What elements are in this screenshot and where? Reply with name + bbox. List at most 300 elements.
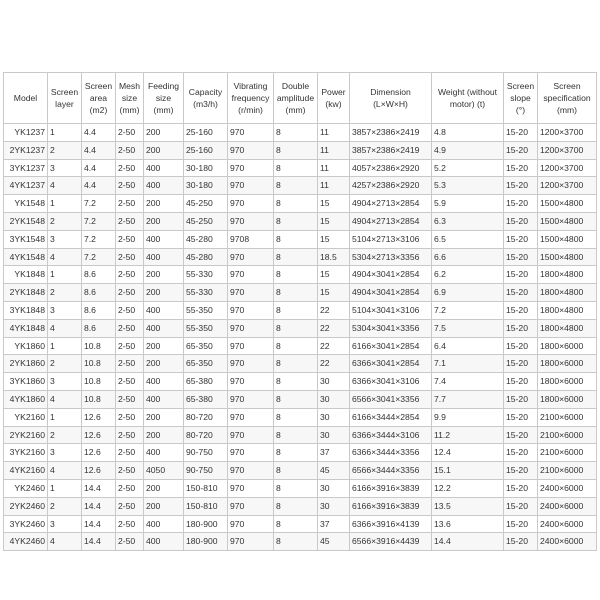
table-cell: 970 — [228, 355, 274, 373]
table-row — [4, 462, 597, 480]
table-cell: 25-160 — [184, 124, 228, 142]
spec-table — [3, 72, 597, 551]
table-row — [4, 390, 597, 408]
table-cell: 8 — [274, 533, 318, 551]
table-cell: 4904×2713×2854 — [350, 195, 432, 213]
table-cell: 6366×3444×3356 — [350, 444, 432, 462]
table-row — [4, 230, 597, 248]
model-cell: 3YK1848 — [4, 301, 48, 319]
table-cell: 12.6 — [82, 408, 116, 426]
table-cell: 12.4 — [432, 444, 504, 462]
table-cell: 15-20 — [504, 141, 538, 159]
table-cell: 65-350 — [184, 337, 228, 355]
model-cell: YK1848 — [4, 266, 48, 284]
table-cell: 970 — [228, 444, 274, 462]
table-cell: 15-20 — [504, 284, 538, 302]
table-cell: 4257×2386×2920 — [350, 177, 432, 195]
table-cell: 6166×3041×2854 — [350, 337, 432, 355]
table-cell: 22 — [318, 319, 350, 337]
table-cell: 8 — [274, 266, 318, 284]
model-cell: 4YK1848 — [4, 319, 48, 337]
table-cell: 9708 — [228, 230, 274, 248]
table-row — [4, 248, 597, 266]
table-cell: 970 — [228, 319, 274, 337]
table-cell: 7.5 — [432, 319, 504, 337]
table-cell: 6566×3041×3356 — [350, 390, 432, 408]
model-cell: 4YK2460 — [4, 533, 48, 551]
table-cell: 1200×3700 — [538, 159, 597, 177]
table-cell: 15-20 — [504, 355, 538, 373]
table-cell: 15-20 — [504, 533, 538, 551]
table-cell: 2-50 — [116, 248, 144, 266]
model-cell: YK1548 — [4, 195, 48, 213]
table-cell: 55-350 — [184, 301, 228, 319]
table-cell: 4 — [48, 390, 82, 408]
table-row — [4, 319, 597, 337]
table-cell: 7.2 — [432, 301, 504, 319]
column-header: Screen layer — [48, 73, 82, 124]
table-cell: 5104×3041×3106 — [350, 301, 432, 319]
table-cell: 12.2 — [432, 479, 504, 497]
table-cell: 15-20 — [504, 373, 538, 391]
table-cell: 11 — [318, 177, 350, 195]
table-cell: 200 — [144, 212, 184, 230]
table-row — [4, 479, 597, 497]
table-cell: 1 — [48, 479, 82, 497]
table-cell: 200 — [144, 479, 184, 497]
table-cell: 13.5 — [432, 497, 504, 515]
table-cell: 8.6 — [82, 284, 116, 302]
table-cell: 6366×3444×3106 — [350, 426, 432, 444]
table-cell: 2100×6000 — [538, 462, 597, 480]
table-cell: 2-50 — [116, 195, 144, 213]
table-cell: 12.6 — [82, 462, 116, 480]
table-cell: 2-50 — [116, 212, 144, 230]
table-cell: 14.4 — [82, 497, 116, 515]
table-cell: 400 — [144, 533, 184, 551]
table-cell: 970 — [228, 195, 274, 213]
table-cell: 150-810 — [184, 497, 228, 515]
table-row — [4, 124, 597, 142]
table-cell: 1800×6000 — [538, 337, 597, 355]
table-cell: 5.2 — [432, 159, 504, 177]
table-cell: 1500×4800 — [538, 195, 597, 213]
table-cell: 14.4 — [82, 515, 116, 533]
table-cell: 2100×6000 — [538, 426, 597, 444]
column-header: Screen slope (°) — [504, 73, 538, 124]
table-row — [4, 355, 597, 373]
table-cell: 6.4 — [432, 337, 504, 355]
table-row — [4, 337, 597, 355]
table-cell: 6566×3444×3356 — [350, 462, 432, 480]
table-cell: 45-250 — [184, 195, 228, 213]
table-cell: 7.2 — [82, 230, 116, 248]
table-row — [4, 284, 597, 302]
column-header: Dimension (L×W×H) — [350, 73, 432, 124]
table-cell: 15 — [318, 266, 350, 284]
model-cell: YK2460 — [4, 479, 48, 497]
model-cell: 2YK2160 — [4, 426, 48, 444]
table-cell: 1 — [48, 337, 82, 355]
table-cell: 400 — [144, 319, 184, 337]
table-cell: 970 — [228, 426, 274, 444]
table-cell: 11.2 — [432, 426, 504, 444]
table-cell: 200 — [144, 195, 184, 213]
model-cell: 4YK2160 — [4, 462, 48, 480]
table-cell: 15-20 — [504, 212, 538, 230]
table-cell: 150-810 — [184, 479, 228, 497]
table-cell: 8 — [274, 390, 318, 408]
table-cell: 1800×6000 — [538, 355, 597, 373]
table-row — [4, 177, 597, 195]
table-cell: 6366×3916×4139 — [350, 515, 432, 533]
table-cell: 400 — [144, 230, 184, 248]
table-cell: 8 — [274, 479, 318, 497]
table-cell: 8 — [274, 195, 318, 213]
table-row — [4, 426, 597, 444]
table-cell: 1800×6000 — [538, 373, 597, 391]
table-cell: 8 — [274, 319, 318, 337]
table-cell: 1200×3700 — [538, 141, 597, 159]
table-cell: 8 — [274, 301, 318, 319]
table-cell: 970 — [228, 390, 274, 408]
table-cell: 3857×2386×2419 — [350, 141, 432, 159]
table-cell: 180-900 — [184, 533, 228, 551]
table-cell: 2-50 — [116, 373, 144, 391]
table-cell: 4057×2386×2920 — [350, 159, 432, 177]
table-cell: 15-20 — [504, 426, 538, 444]
table-cell: 1800×4800 — [538, 301, 597, 319]
table-cell: 4 — [48, 319, 82, 337]
table-cell: 15-20 — [504, 248, 538, 266]
table-cell: 1 — [48, 408, 82, 426]
table-cell: 4 — [48, 177, 82, 195]
table-row — [4, 533, 597, 551]
table-cell: 200 — [144, 337, 184, 355]
table-cell: 2400×6000 — [538, 479, 597, 497]
table-cell: 15-20 — [504, 177, 538, 195]
table-cell: 2-50 — [116, 390, 144, 408]
table-cell: 8 — [274, 141, 318, 159]
table-row — [4, 301, 597, 319]
table-cell: 2 — [48, 212, 82, 230]
table-cell: 1500×4800 — [538, 248, 597, 266]
table-cell: 970 — [228, 212, 274, 230]
table-cell: 10.8 — [82, 337, 116, 355]
table-cell: 970 — [228, 301, 274, 319]
model-cell: 3YK1860 — [4, 373, 48, 391]
table-cell: 7.2 — [82, 212, 116, 230]
table-cell: 6166×3916×3839 — [350, 497, 432, 515]
table-cell: 37 — [318, 444, 350, 462]
table-cell: 6.2 — [432, 266, 504, 284]
table-cell: 4050 — [144, 462, 184, 480]
table-cell: 11 — [318, 124, 350, 142]
table-cell: 8 — [274, 248, 318, 266]
table-cell: 8 — [274, 337, 318, 355]
table-cell: 200 — [144, 408, 184, 426]
table-cell: 2400×6000 — [538, 533, 597, 551]
table-cell: 4 — [48, 462, 82, 480]
table-cell: 13.6 — [432, 515, 504, 533]
table-cell: 30 — [318, 479, 350, 497]
table-cell: 6.6 — [432, 248, 504, 266]
table-cell: 970 — [228, 373, 274, 391]
table-cell: 3857×2386×2419 — [350, 124, 432, 142]
table-cell: 970 — [228, 177, 274, 195]
model-cell: 3YK1548 — [4, 230, 48, 248]
table-cell: 400 — [144, 444, 184, 462]
column-header: Weight (without motor) (t) — [432, 73, 504, 124]
table-cell: 400 — [144, 390, 184, 408]
table-cell: 970 — [228, 284, 274, 302]
table-cell: 15-20 — [504, 159, 538, 177]
table-cell: 30-180 — [184, 159, 228, 177]
table-cell: 970 — [228, 408, 274, 426]
table-cell: 4904×3041×2854 — [350, 266, 432, 284]
table-cell: 5.3 — [432, 177, 504, 195]
table-cell: 15-20 — [504, 408, 538, 426]
table-cell: 6366×3041×2854 — [350, 355, 432, 373]
table-cell: 2-50 — [116, 124, 144, 142]
table-cell: 45 — [318, 533, 350, 551]
table-cell: 45-280 — [184, 248, 228, 266]
table-cell: 2-50 — [116, 408, 144, 426]
table-cell: 15-20 — [504, 319, 538, 337]
model-cell: 4YK1237 — [4, 177, 48, 195]
table-cell: 7.7 — [432, 390, 504, 408]
table-cell: 4.4 — [82, 159, 116, 177]
table-cell: 15-20 — [504, 337, 538, 355]
table-cell: 200 — [144, 497, 184, 515]
table-cell: 2-50 — [116, 533, 144, 551]
table-cell: 80-720 — [184, 408, 228, 426]
table-row — [4, 408, 597, 426]
table-cell: 65-350 — [184, 355, 228, 373]
table-cell: 55-350 — [184, 319, 228, 337]
table-cell: 2-50 — [116, 177, 144, 195]
model-cell: 2YK1860 — [4, 355, 48, 373]
table-cell: 970 — [228, 533, 274, 551]
table-cell: 1800×6000 — [538, 390, 597, 408]
table-cell: 970 — [228, 124, 274, 142]
table-cell: 15-20 — [504, 124, 538, 142]
table-cell: 30 — [318, 390, 350, 408]
table-cell: 15-20 — [504, 195, 538, 213]
table-row — [4, 515, 597, 533]
table-cell: 10.8 — [82, 355, 116, 373]
table-cell: 2400×6000 — [538, 497, 597, 515]
table-cell: 6566×3916×4439 — [350, 533, 432, 551]
table-cell: 8 — [274, 373, 318, 391]
table-cell: 65-380 — [184, 390, 228, 408]
table-cell: 8 — [274, 408, 318, 426]
table-cell: 6.5 — [432, 230, 504, 248]
table-row — [4, 373, 597, 391]
table-cell: 65-380 — [184, 373, 228, 391]
table-cell: 1500×4800 — [538, 212, 597, 230]
table-cell: 10.8 — [82, 390, 116, 408]
table-cell: 1500×4800 — [538, 230, 597, 248]
table-cell: 90-750 — [184, 444, 228, 462]
table-cell: 970 — [228, 159, 274, 177]
table-cell: 8.6 — [82, 301, 116, 319]
column-header: Feeding size (mm) — [144, 73, 184, 124]
table-cell: 4.8 — [432, 124, 504, 142]
table-cell: 5304×3041×3356 — [350, 319, 432, 337]
table-cell: 970 — [228, 462, 274, 480]
table-cell: 8.6 — [82, 319, 116, 337]
table-row — [4, 266, 597, 284]
table-cell: 22 — [318, 301, 350, 319]
model-cell: 3YK2160 — [4, 444, 48, 462]
table-cell: 4.9 — [432, 141, 504, 159]
table-cell: 2-50 — [116, 141, 144, 159]
table-cell: 2-50 — [116, 230, 144, 248]
table-cell: 8 — [274, 124, 318, 142]
table-cell: 15-20 — [504, 497, 538, 515]
model-cell: 2YK1237 — [4, 141, 48, 159]
table-cell: 2100×6000 — [538, 444, 597, 462]
table-cell: 8.6 — [82, 266, 116, 284]
table-cell: 12.6 — [82, 444, 116, 462]
table-cell: 970 — [228, 266, 274, 284]
table-cell: 8 — [274, 444, 318, 462]
table-cell: 3 — [48, 373, 82, 391]
table-cell: 3 — [48, 515, 82, 533]
table-cell: 2-50 — [116, 426, 144, 444]
table-cell: 1800×4800 — [538, 319, 597, 337]
table-cell: 400 — [144, 301, 184, 319]
table-cell: 45-250 — [184, 212, 228, 230]
table-cell: 8 — [274, 159, 318, 177]
table-cell: 14.4 — [82, 533, 116, 551]
column-header: Vibrating frequency (r/min) — [228, 73, 274, 124]
table-cell: 2-50 — [116, 355, 144, 373]
table-cell: 200 — [144, 355, 184, 373]
table-cell: 3 — [48, 444, 82, 462]
model-cell: 4YK1548 — [4, 248, 48, 266]
table-cell: 15 — [318, 230, 350, 248]
table-cell: 400 — [144, 177, 184, 195]
column-header: Power (kw) — [318, 73, 350, 124]
table-cell: 11 — [318, 159, 350, 177]
table-cell: 180-900 — [184, 515, 228, 533]
table-cell: 400 — [144, 515, 184, 533]
table-cell: 8 — [274, 497, 318, 515]
table-cell: 12.6 — [82, 426, 116, 444]
table-cell: 15.1 — [432, 462, 504, 480]
table-cell: 7.1 — [432, 355, 504, 373]
table-cell: 200 — [144, 426, 184, 444]
table-cell: 2-50 — [116, 515, 144, 533]
table-cell: 8 — [274, 462, 318, 480]
table-cell: 15-20 — [504, 515, 538, 533]
table-cell: 5304×2713×3356 — [350, 248, 432, 266]
table-cell: 8 — [274, 212, 318, 230]
table-cell: 8 — [274, 515, 318, 533]
table-cell: 4904×2713×2854 — [350, 212, 432, 230]
table-cell: 200 — [144, 284, 184, 302]
model-cell: 4YK1860 — [4, 390, 48, 408]
table-cell: 970 — [228, 141, 274, 159]
table-cell: 3 — [48, 230, 82, 248]
table-cell: 2 — [48, 497, 82, 515]
column-header: Screen area (m2) — [82, 73, 116, 124]
table-cell: 45-280 — [184, 230, 228, 248]
table-cell: 15-20 — [504, 479, 538, 497]
column-header: Capacity (m3/h) — [184, 73, 228, 124]
table-cell: 45 — [318, 462, 350, 480]
model-cell: 3YK2460 — [4, 515, 48, 533]
table-body — [4, 124, 597, 551]
table-cell: 2-50 — [116, 301, 144, 319]
table-cell: 15-20 — [504, 266, 538, 284]
table-cell: 30 — [318, 426, 350, 444]
table-cell: 8 — [274, 355, 318, 373]
table-cell: 6.9 — [432, 284, 504, 302]
table-cell: 15-20 — [504, 301, 538, 319]
model-cell: YK2160 — [4, 408, 48, 426]
table-cell: 1200×3700 — [538, 177, 597, 195]
table-cell: 2-50 — [116, 444, 144, 462]
table-cell: 30 — [318, 373, 350, 391]
table-cell: 4.4 — [82, 124, 116, 142]
table-cell: 6.3 — [432, 212, 504, 230]
table-cell: 7.4 — [432, 373, 504, 391]
table-cell: 15-20 — [504, 444, 538, 462]
table-row — [4, 444, 597, 462]
table-row — [4, 497, 597, 515]
table-cell: 6166×3444×2854 — [350, 408, 432, 426]
table-cell: 200 — [144, 266, 184, 284]
table-cell: 8 — [274, 177, 318, 195]
table-cell: 4 — [48, 248, 82, 266]
table-cell: 30 — [318, 497, 350, 515]
table-cell: 970 — [228, 497, 274, 515]
table-cell: 30-180 — [184, 177, 228, 195]
table-cell: 4.4 — [82, 141, 116, 159]
table-cell: 200 — [144, 124, 184, 142]
table-cell: 2-50 — [116, 266, 144, 284]
table-cell: 970 — [228, 479, 274, 497]
table-cell: 400 — [144, 159, 184, 177]
table-cell: 4904×3041×2854 — [350, 284, 432, 302]
table-cell: 8 — [274, 284, 318, 302]
table-cell: 1 — [48, 124, 82, 142]
table-cell: 90-750 — [184, 462, 228, 480]
table-cell: 15-20 — [504, 230, 538, 248]
table-row — [4, 195, 597, 213]
table-cell: 970 — [228, 337, 274, 355]
table-cell: 8 — [274, 426, 318, 444]
table-cell: 2-50 — [116, 497, 144, 515]
table-cell: 22 — [318, 337, 350, 355]
table-cell: 15-20 — [504, 462, 538, 480]
table-cell: 1 — [48, 266, 82, 284]
table-cell: 400 — [144, 373, 184, 391]
table-cell: 1200×3700 — [538, 124, 597, 142]
spec-table-container — [3, 72, 597, 551]
table-cell: 2 — [48, 426, 82, 444]
table-cell: 2-50 — [116, 462, 144, 480]
table-cell: 2-50 — [116, 284, 144, 302]
header-row — [4, 73, 597, 124]
table-cell: 1 — [48, 195, 82, 213]
column-header: Screen specification (mm) — [538, 73, 597, 124]
table-cell: 30 — [318, 408, 350, 426]
table-cell: 15 — [318, 212, 350, 230]
